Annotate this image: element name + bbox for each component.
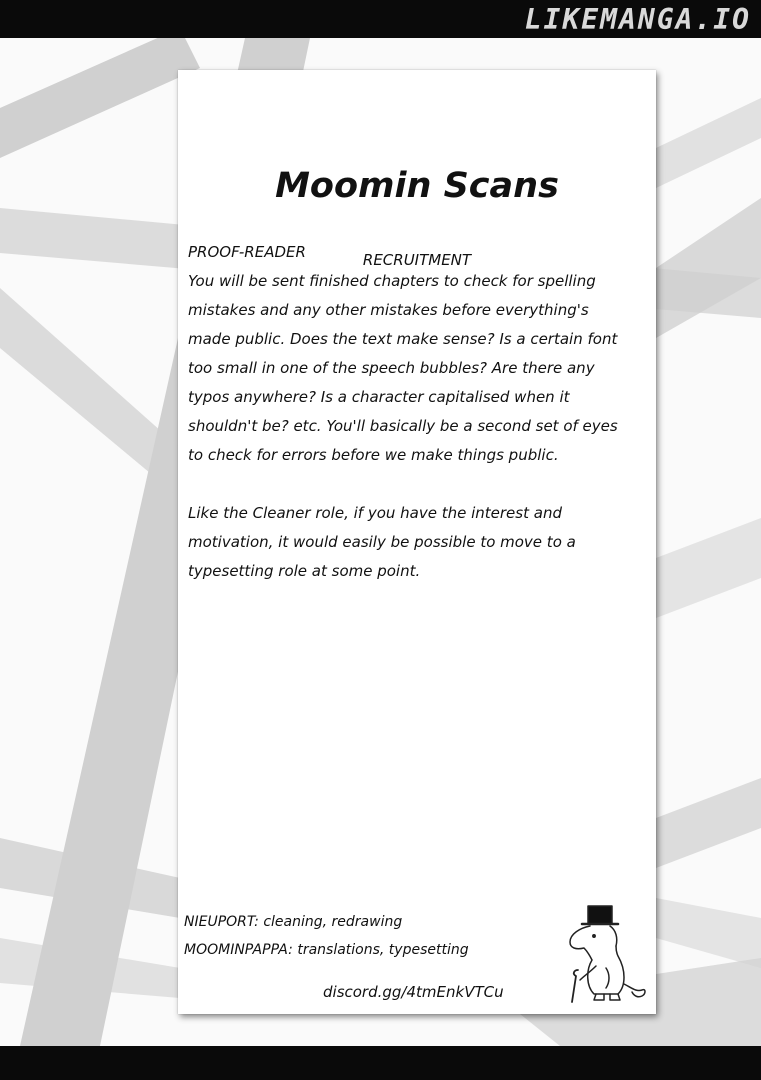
text-line: typos anywhere? Is a character capitalised when it <box>188 388 570 406</box>
brush-stroke <box>656 898 761 968</box>
brush-stroke <box>656 778 761 868</box>
recruitment-text <box>188 238 648 586</box>
credit-roles: cleaning, redrawing <box>263 914 403 930</box>
paragraph-2 <box>188 499 648 586</box>
brush-stroke <box>0 38 200 158</box>
brush-stroke <box>0 288 180 498</box>
text-line: too small in one of the speech bubbles? Are there any <box>188 359 595 377</box>
credits <box>184 908 469 964</box>
page-title: Moomin Scans <box>275 166 559 206</box>
top-bar <box>0 0 761 38</box>
watermark: LIKEMANGA.IO <box>524 3 751 36</box>
credit-roles: translations, typesetting <box>297 942 469 958</box>
section-heading: RECRUITMENT <box>362 251 472 269</box>
text-line: to check for errors before we make things public. <box>188 446 559 464</box>
brush-stroke <box>656 518 761 618</box>
credit-line <box>184 908 469 936</box>
text-line: made public. Does the text make sense? Is a certain font <box>188 330 618 348</box>
text-line: motivation, it would easily be possible to move to a <box>188 533 576 551</box>
text-line: shouldn't be? etc. You'll basically be a second set of eyes <box>188 417 618 435</box>
text-line: typesetting role at some point. <box>188 562 421 580</box>
paragraph-1 <box>188 267 648 470</box>
bottom-bar <box>0 1046 761 1080</box>
credit-name: NIEUPORT: <box>184 914 259 930</box>
moominpappa-top-hat-cane-icon <box>560 900 650 1005</box>
discord-link[interactable]: discord.gg/4tmEnkVTCu <box>323 983 504 1001</box>
credit-line <box>184 936 469 964</box>
text-line: You will be sent finished chapters to check for spelling <box>188 272 596 290</box>
text-line: mistakes and any other mistakes before everything's <box>188 301 589 319</box>
text-line: Like the Cleaner role, if you have the interest and <box>188 504 562 522</box>
credit-name: MOOMINPAPPA: <box>184 942 293 958</box>
brush-stroke <box>656 98 761 188</box>
brush-stroke <box>656 198 761 338</box>
role-heading: PROOF-READER <box>188 243 306 261</box>
